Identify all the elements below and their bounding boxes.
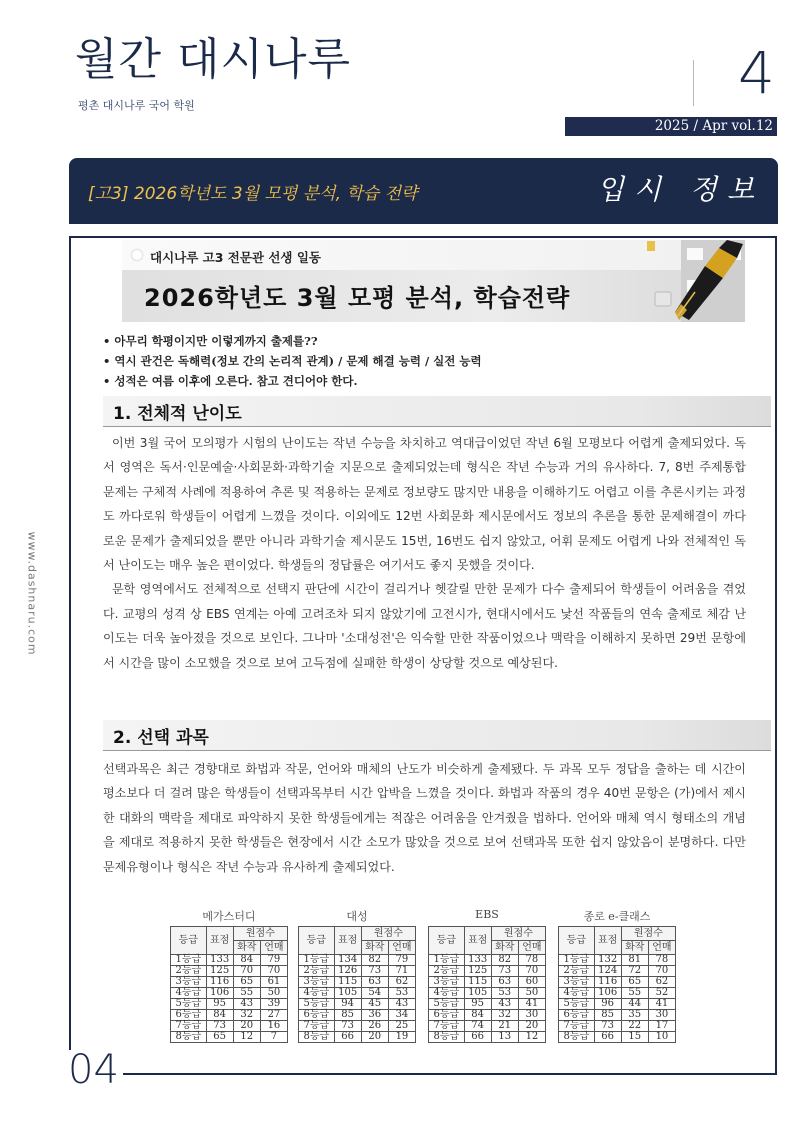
table-cell: 63: [491, 977, 518, 988]
table-row: [299, 955, 416, 966]
table-cell: 126: [334, 966, 361, 977]
table-cell: 78: [518, 955, 545, 966]
paragraph: 문학 영역에서도 전체적으로 선택지 판단에 시간이 걸리거나 헷갈릴 만한 문제가 다수 출제되어 학생들이 어려움을 겪었다. 교평의 성격 상 EBS 연계는 아예 고려조차 되지 않았기에 고전시가, 현대시에서도 낯선 작품들의 연속 출제로 체감 난이도는 더욱 높아졌을 것으로 보인다. 그나마 '소대성전'은 익숙할 만한 작품이었으나 맥락을 이해하지 못하면 29번 문항에서 시간을 많이 소모했을 것으로 보여 고득점에 실패한 학생이 상당할 것으로 예상된다.: [103, 582, 746, 670]
bullet-item: • 아무리 학평이지만 이렇게까지 출제를??: [103, 334, 318, 348]
table-cell: 12: [518, 1032, 545, 1043]
table-row: [171, 955, 288, 966]
table-cell: 4등급: [429, 988, 465, 999]
side-url: www.dashnaru.com: [25, 531, 39, 656]
table-row: [299, 1010, 416, 1021]
table-cell: 105: [464, 988, 491, 999]
table-row: [429, 988, 546, 999]
table-cell: 2등급: [299, 966, 335, 977]
table-cell: 1등급: [299, 955, 335, 966]
table-cell: 6등급: [429, 1010, 465, 1021]
date-bar: [565, 117, 777, 136]
table-row: [171, 1010, 288, 1021]
grade-table-block: [428, 908, 546, 1043]
table-header-cell: 언매: [518, 941, 545, 955]
table-cell: 63: [361, 977, 388, 988]
table-cell: 30: [648, 1010, 675, 1021]
table-row: [171, 1021, 288, 1032]
issue-number: 4: [738, 39, 775, 107]
header-divider: [693, 60, 694, 106]
table-cell: 15: [621, 1032, 648, 1043]
table-cell: 84: [206, 1010, 233, 1021]
table-cell: 27: [260, 1010, 287, 1021]
table-cell: 73: [206, 1021, 233, 1032]
table-cell: 7등급: [299, 1021, 335, 1032]
table-cell: 26: [361, 1021, 388, 1032]
table-cell: 55: [233, 988, 260, 999]
table-cell: 115: [334, 977, 361, 988]
table-source-name: 메가스터디: [202, 910, 256, 923]
table-header-cell: 화작: [491, 941, 518, 955]
table-header-cell: 화작: [621, 941, 648, 955]
table-cell: 65: [233, 977, 260, 988]
table-cell: 53: [491, 988, 518, 999]
table-cell: 96: [594, 999, 621, 1010]
table-source-name: EBS: [475, 908, 499, 921]
table-cell: 6등급: [559, 1010, 595, 1021]
grade-cut-table: [428, 926, 546, 1043]
bullet-item: • 성적은 여름 이후에 오른다. 참고 견디어야 한다.: [103, 374, 358, 388]
table-row: [429, 1010, 546, 1021]
table-cell: 106: [206, 988, 233, 999]
table-cell: 50: [518, 988, 545, 999]
summary-bullets: [103, 331, 753, 391]
table-row: [559, 1021, 676, 1032]
table-cell: 133: [206, 955, 233, 966]
table-row: [559, 966, 676, 977]
table-source-name: 대성: [346, 910, 368, 923]
table-row: [429, 955, 546, 966]
table-cell: 20: [361, 1032, 388, 1043]
bullet-dot-icon: [132, 250, 142, 260]
table-cell: 55: [621, 988, 648, 999]
table-cell: 79: [260, 955, 287, 966]
table-cell: 1등급: [171, 955, 207, 966]
table-source-name: 종로 e-클래스: [583, 910, 651, 923]
table-row: [299, 977, 416, 988]
table-cell: 32: [233, 1010, 260, 1021]
table-header-cell: 표점: [334, 927, 361, 955]
table-row: [429, 966, 546, 977]
table-header-cell: 등급: [559, 927, 595, 955]
table-cell: 85: [594, 1010, 621, 1021]
table-header-cell: 원점수: [621, 927, 675, 941]
table-cell: 95: [206, 999, 233, 1010]
table-cell: 74: [464, 1021, 491, 1032]
table-row: [299, 966, 416, 977]
table-cell: 3등급: [559, 977, 595, 988]
table-cell: 84: [464, 1010, 491, 1021]
table-row: [559, 988, 676, 999]
issue-date: 2025 / Apr vol.12: [654, 118, 773, 134]
table-header-cell: 화작: [361, 941, 388, 955]
table-cell: 61: [260, 977, 287, 988]
table-header-cell: 화작: [233, 941, 260, 955]
section-heading: [103, 720, 771, 751]
table-cell: 4등급: [559, 988, 595, 999]
table-cell: 2등급: [429, 966, 465, 977]
table-row: [171, 966, 288, 977]
table-cell: 43: [388, 999, 415, 1010]
table-cell: 65: [206, 1032, 233, 1043]
table-cell: 82: [361, 955, 388, 966]
table-row: [171, 999, 288, 1010]
table-cell: 53: [388, 988, 415, 999]
grade-cut-table: [558, 926, 676, 1043]
table-header-cell: 언매: [648, 941, 675, 955]
table-cell: 125: [464, 966, 491, 977]
table-cell: 5등급: [559, 999, 595, 1010]
table-header-cell: 원점수: [361, 927, 415, 941]
table-cell: 3등급: [299, 977, 335, 988]
table-cell: 132: [594, 955, 621, 966]
table-row: [171, 977, 288, 988]
card-headline: 2026학년도 3월 모평 분석, 학습전략: [144, 284, 571, 312]
table-cell: 2등급: [559, 966, 595, 977]
table-cell: 41: [648, 999, 675, 1010]
table-cell: 8등급: [299, 1032, 335, 1043]
table-row: [559, 1032, 676, 1043]
table-row: [429, 1021, 546, 1032]
table-cell: 79: [388, 955, 415, 966]
table-cell: 25: [388, 1021, 415, 1032]
table-row: [299, 1021, 416, 1032]
table-header-cell: 표점: [206, 927, 233, 955]
table-cell: 115: [464, 977, 491, 988]
table-header-cell: 언매: [388, 941, 415, 955]
table-cell: 81: [621, 955, 648, 966]
paragraph: 이번 3월 국어 모의평가 시험의 난이도는 작년 수능을 차치하고 역대급이었던 작년 6월 모평보다 어렵게 출제되었다. 독서 영역은 독서·인문예술·사회문화·과학기술 지문으로 출제되었는데 형식은 작년 수능과 거의 유사하다. 7, 8번 주제통합 문제는 구체적 사례에 적용하여 추론 및 적용하는 문제로 정보량도 많지만 내용을 이해하기도 어렵고 이를 추론시키는 과정도 까다로워 학생들이 어렵게 느꼈을 것이다. 이외에도 12번 사회문화 제시문에서도 정보의 추론을 통한 문제해결이 까다로운 문제가 출제되었을 뿐만 아니라 과학기술 제시문도 15번, 16번도 쉽지 않았고, 어휘 문제도 어렵게 나와 전체적인 독서 난이도는 매우 높은 편이었다. 학생들의 정답률은 여기서도 좋지 못했을 것이다.: [103, 436, 746, 573]
table-cell: 105: [334, 988, 361, 999]
table-cell: 73: [334, 1021, 361, 1032]
table-cell: 34: [388, 1010, 415, 1021]
table-cell: 70: [648, 966, 675, 977]
table-cell: 73: [594, 1021, 621, 1032]
table-cell: 5등급: [299, 999, 335, 1010]
table-row: [429, 1032, 546, 1043]
article-title: [고3] 2026학년도 3월 모평 분석, 학습 전략: [88, 184, 418, 204]
table-cell: 70: [233, 966, 260, 977]
table-cell: 133: [464, 955, 491, 966]
grade-table-block: [558, 908, 676, 1043]
section-title: 2. 선택 과목: [113, 728, 209, 748]
table-row: [299, 999, 416, 1010]
table-cell: 43: [233, 999, 260, 1010]
table-cell: 7: [260, 1032, 287, 1043]
table-cell: 116: [594, 977, 621, 988]
table-row: [559, 977, 676, 988]
grade-cut-table: [298, 926, 416, 1043]
section-body: [103, 431, 746, 675]
grade-table-block: [170, 908, 288, 1043]
table-cell: 8등급: [559, 1032, 595, 1043]
table-cell: 30: [518, 1010, 545, 1021]
table-cell: 66: [334, 1032, 361, 1043]
table-cell: 5등급: [429, 999, 465, 1010]
section-body: [103, 757, 746, 879]
table-row: [299, 1032, 416, 1043]
table-cell: 134: [334, 955, 361, 966]
table-cell: 78: [648, 955, 675, 966]
table-cell: 52: [648, 988, 675, 999]
table-cell: 5등급: [171, 999, 207, 1010]
table-header-cell: 표점: [464, 927, 491, 955]
table-cell: 22: [621, 1021, 648, 1032]
table-cell: 21: [491, 1021, 518, 1032]
table-cell: 1등급: [429, 955, 465, 966]
table-cell: 20: [233, 1021, 260, 1032]
article-banner: [69, 158, 778, 224]
table-cell: 3등급: [171, 977, 207, 988]
table-cell: 72: [621, 966, 648, 977]
table-cell: 66: [594, 1032, 621, 1043]
section-heading: [103, 396, 771, 427]
table-cell: 62: [388, 977, 415, 988]
table-row: [559, 999, 676, 1010]
table-cell: 12: [233, 1032, 260, 1043]
table-cell: 62: [648, 977, 675, 988]
table-cell: 71: [388, 966, 415, 977]
section-title: 1. 전체적 난이도: [113, 404, 242, 424]
table-cell: 70: [518, 966, 545, 977]
table-header-cell: 등급: [171, 927, 207, 955]
table-cell: 84: [233, 955, 260, 966]
table-cell: 41: [518, 999, 545, 1010]
table-cell: 4등급: [171, 988, 207, 999]
table-cell: 2등급: [171, 966, 207, 977]
table-cell: 73: [361, 966, 388, 977]
card-author-line: 대시나루 고3 전문관 선생 일동: [150, 250, 322, 265]
grade-table-block: [298, 908, 416, 1043]
table-cell: 116: [206, 977, 233, 988]
grade-cut-table: [170, 926, 288, 1043]
magazine-subtitle: 평촌 대시나루 국어 학원: [78, 99, 195, 112]
table-cell: 60: [518, 977, 545, 988]
table-cell: 6등급: [171, 1010, 207, 1021]
table-cell: 43: [491, 999, 518, 1010]
category-label: 입시 정보: [596, 173, 764, 206]
table-header-cell: 등급: [299, 927, 335, 955]
table-row: [559, 1010, 676, 1021]
table-cell: 19: [388, 1032, 415, 1043]
bullet-item: • 역시 관건은 독해력(정보 간의 논리적 관계) / 문제 해결 능력 / 실전 능력: [103, 354, 482, 368]
table-cell: 20: [518, 1021, 545, 1032]
table-cell: 10: [648, 1032, 675, 1043]
table-cell: 70: [260, 966, 287, 977]
table-cell: 1등급: [559, 955, 595, 966]
table-cell: 32: [491, 1010, 518, 1021]
table-cell: 73: [491, 966, 518, 977]
table-cell: 17: [648, 1021, 675, 1032]
table-cell: 65: [621, 977, 648, 988]
table-cell: 6등급: [299, 1010, 335, 1021]
article-header-card: [122, 240, 745, 322]
table-cell: 54: [361, 988, 388, 999]
table-cell: 95: [464, 999, 491, 1010]
table-cell: 4등급: [299, 988, 335, 999]
table-row: [559, 955, 676, 966]
table-cell: 94: [334, 999, 361, 1010]
table-cell: 106: [594, 988, 621, 999]
table-header-cell: 언매: [260, 941, 287, 955]
table-cell: 125: [206, 966, 233, 977]
table-row: [299, 988, 416, 999]
table-cell: 44: [621, 999, 648, 1010]
table-row: [429, 999, 546, 1010]
table-cell: 3등급: [429, 977, 465, 988]
table-cell: 35: [621, 1010, 648, 1021]
fountain-pen-icon: [647, 240, 745, 322]
table-cell: 82: [491, 955, 518, 966]
table-row: [171, 988, 288, 999]
table-row: [171, 1032, 288, 1043]
table-cell: 16: [260, 1021, 287, 1032]
table-header-cell: 원점수: [233, 927, 287, 941]
table-header-cell: 원점수: [491, 927, 545, 941]
table-cell: 45: [361, 999, 388, 1010]
table-cell: 66: [464, 1032, 491, 1043]
table-cell: 7등급: [171, 1021, 207, 1032]
table-cell: 85: [334, 1010, 361, 1021]
table-row: [429, 977, 546, 988]
table-cell: 8등급: [171, 1032, 207, 1043]
table-cell: 13: [491, 1032, 518, 1043]
table-cell: 50: [260, 988, 287, 999]
table-cell: 7등급: [429, 1021, 465, 1032]
table-cell: 36: [361, 1010, 388, 1021]
table-header-cell: 표점: [594, 927, 621, 955]
table-cell: 7등급: [559, 1021, 595, 1032]
page-number: 04: [64, 1050, 123, 1090]
paragraph: 선택과목은 최근 경향대로 화법과 작문, 언어와 매체의 난도가 비슷하게 출제됐다. 두 과목 모두 정답을 출하는 데 시간이 평소보다 더 걸려 많은 학생들이 선택과목부터 시간 압박을 느꼈을 것이다. 화법과 작품의 경우 40번 문항은 (가)에서 제시한 대화의 맥락을 제대로 파악하지 못한 학생들에게는 적잖은 어려움을 안겨줬을 법하다. 언어와 매체 역시 형태소의 개념을 제대로 적용하지 못한 학생들은 현장에서 시간 소모가 많았을 것으로 보여 선택과목 또한 쉽지 않았음이 분명하다. 다만 문제유형이나 형식은 작년 수능과 유사하게 출제되었다.: [103, 762, 746, 874]
table-cell: 39: [260, 999, 287, 1010]
table-cell: 124: [594, 966, 621, 977]
table-header-cell: 등급: [429, 927, 465, 955]
magazine-title: 월간 대시나루: [75, 34, 352, 85]
table-cell: 8등급: [429, 1032, 465, 1043]
